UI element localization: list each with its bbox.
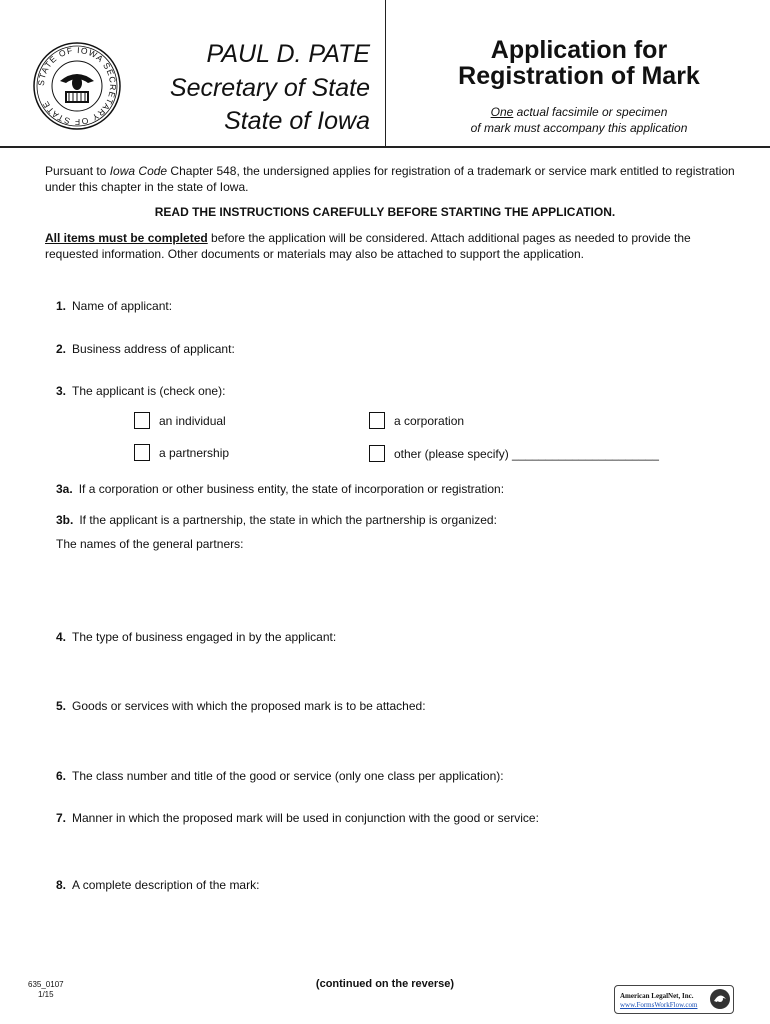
question-text: The class number and title of the good or service (only one class per application): bbox=[72, 769, 504, 783]
question-number: 6. bbox=[56, 769, 67, 783]
specimen-note-line2: of mark must accompany this application bbox=[470, 121, 688, 135]
question-text: Manner in which the proposed mark will be used in conjunction with the good or service: bbox=[72, 811, 539, 825]
question-number: 2. bbox=[56, 342, 67, 356]
checkbox-individual[interactable] bbox=[134, 412, 150, 429]
seal-ring-text: STATE OF IOWA SECRETARY OF STATE bbox=[35, 44, 119, 128]
question-number: 3b. bbox=[56, 513, 74, 527]
question-text: The type of business engaged in by the applicant: bbox=[72, 630, 337, 644]
form-revision: 1/15 bbox=[38, 990, 54, 999]
state-name: State of Iowa bbox=[224, 107, 370, 135]
question-text: If a corporation or other business entity, the state of incorporation or registration: bbox=[78, 482, 505, 496]
requirements-text: before the application will be considered. Attach additional pages as needed to provide the requested information. Other documents or materials may also be attached to support the application. bbox=[45, 231, 691, 261]
question-number: 5. bbox=[56, 699, 67, 713]
question-text: If the applicant is a partnership, the state in which the partnership is organized: bbox=[79, 513, 497, 527]
question-1 bbox=[56, 298, 172, 314]
question-6 bbox=[56, 768, 504, 784]
iowa-state-seal bbox=[32, 41, 122, 131]
question-number: 7. bbox=[56, 811, 67, 825]
option-corporation-label: a corporation bbox=[394, 414, 465, 428]
form-title-line1: Application for bbox=[490, 36, 668, 64]
question-number: 8. bbox=[56, 878, 67, 892]
form-number: 635_0107 bbox=[28, 980, 64, 989]
question-5 bbox=[56, 698, 426, 714]
question-4 bbox=[56, 629, 336, 645]
question-number: 3. bbox=[56, 384, 67, 398]
question-8 bbox=[56, 877, 259, 893]
question-text: The applicant is (check one): bbox=[72, 384, 226, 398]
question-number: 4. bbox=[56, 630, 67, 644]
publisher-logo-icon bbox=[709, 988, 731, 1010]
question-3 bbox=[56, 383, 225, 399]
question-text: A complete description of the mark: bbox=[72, 878, 260, 892]
question-2 bbox=[56, 341, 235, 357]
option-other-label: other (please specify) ______________________ bbox=[394, 447, 659, 461]
requirements-emphasis: All items must be completed bbox=[45, 231, 208, 245]
option-partnership-label: a partnership bbox=[159, 446, 230, 460]
requirements-paragraph bbox=[45, 230, 735, 262]
official-name: PAUL D. PATE bbox=[206, 40, 370, 68]
question-number: 1. bbox=[56, 299, 67, 313]
iowa-code-reference: Iowa Code bbox=[109, 164, 168, 178]
question-number: 3a. bbox=[56, 482, 73, 496]
form-title-line2: Registration of Mark bbox=[458, 62, 700, 90]
continued-note: (continued on the reverse) bbox=[315, 978, 455, 990]
general-partners-label: The names of the general partners: bbox=[56, 537, 244, 551]
header-divider-vertical bbox=[385, 0, 386, 146]
checkbox-other[interactable] bbox=[369, 445, 385, 462]
specimen-note-emphasis: One bbox=[490, 105, 514, 119]
question-7 bbox=[56, 810, 539, 826]
publisher-name: American LegalNet, Inc. bbox=[620, 992, 694, 1000]
publisher-badge bbox=[614, 985, 734, 1014]
question-text: Goods or services with which the proposed mark is to be attached: bbox=[72, 699, 426, 713]
question-text: Name of applicant: bbox=[72, 299, 173, 313]
intro-text: Pursuant to bbox=[45, 164, 110, 178]
specimen-note bbox=[388, 104, 770, 120]
option-individual-label: an individual bbox=[159, 414, 226, 428]
official-title: Secretary of State bbox=[169, 74, 370, 102]
checkbox-corporation[interactable] bbox=[369, 412, 385, 429]
publisher-link[interactable]: www.FormsWorkFlow.com bbox=[620, 1001, 698, 1009]
intro-text-cont: Chapter 548, the undersigned applies for registration of a trademark or service mark entitled to registration under this chapter in the state of Iowa. bbox=[45, 164, 735, 194]
specimen-note-text: actual facsimile or specimen bbox=[513, 105, 668, 119]
instructions-heading: READ THE INSTRUCTIONS CAREFULLY BEFORE STARTING THE APPLICATION. bbox=[154, 205, 616, 219]
question-text: Business address of applicant: bbox=[72, 342, 235, 356]
header-divider-horizontal bbox=[0, 146, 770, 148]
checkbox-partnership[interactable] bbox=[134, 444, 150, 461]
question-3b bbox=[56, 512, 497, 528]
intro-paragraph bbox=[45, 163, 735, 195]
question-3a bbox=[56, 481, 504, 497]
